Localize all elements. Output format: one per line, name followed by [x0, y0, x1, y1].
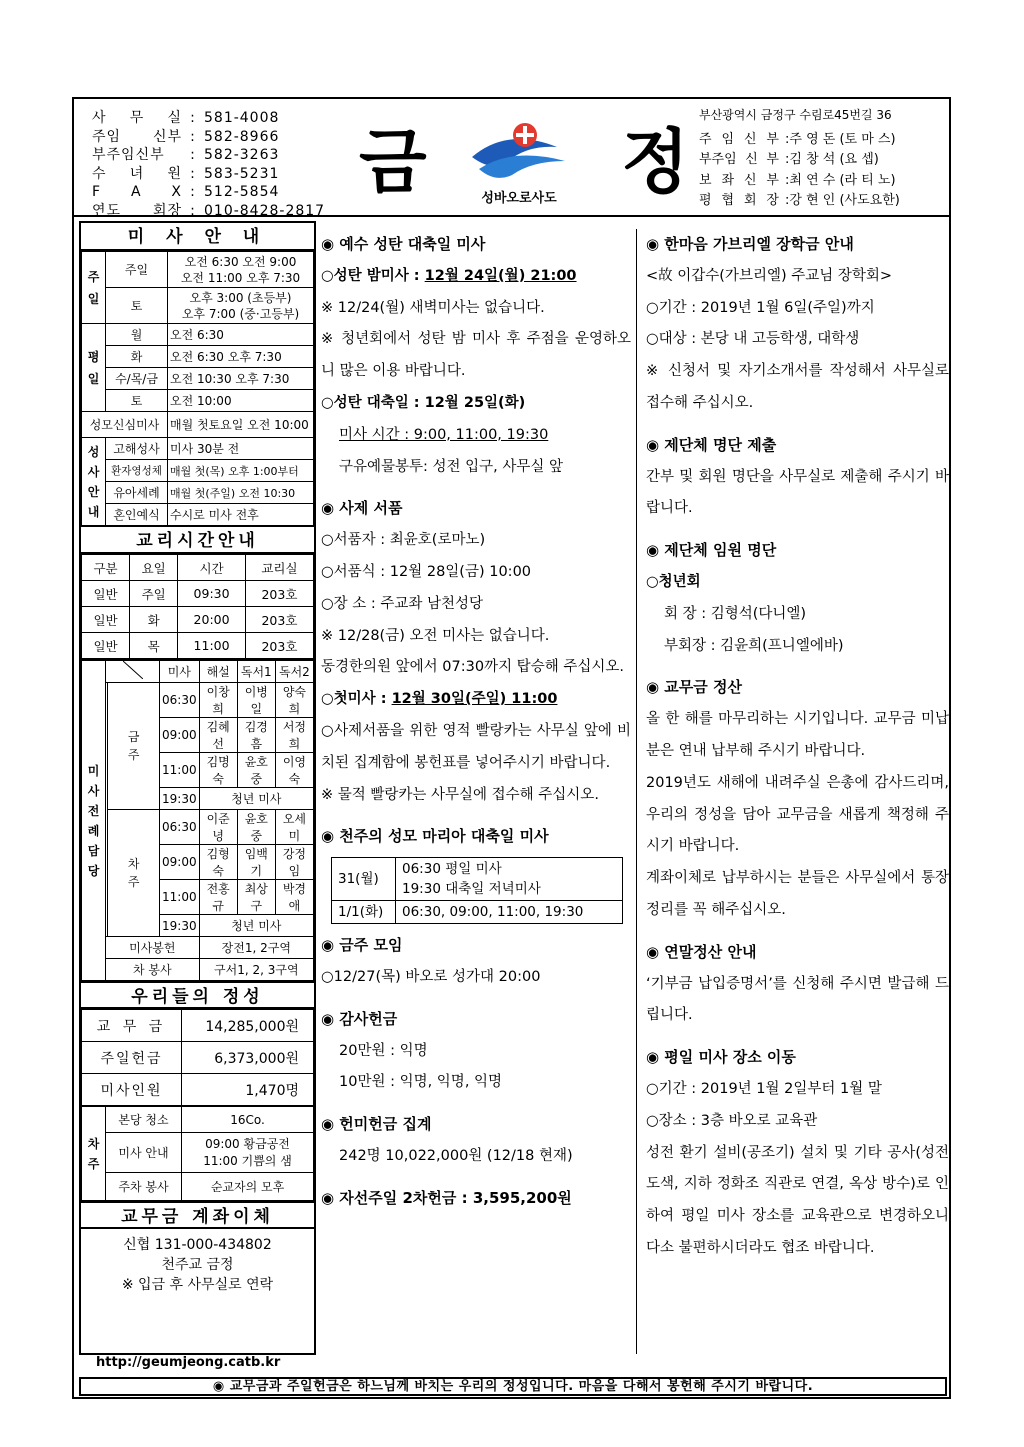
colon: : — [785, 131, 790, 147]
text: ‘기부금 납입증명서’를 신청해 주시면 발급해 드립니다. — [646, 975, 949, 1024]
paragraph — [321, 525, 631, 557]
contact-row — [92, 128, 325, 147]
table-row: 주일헌금 6,373,000원 — [82, 1042, 314, 1074]
sacrament-info: 매월 첫(목) 오후 1:00부터 — [168, 460, 314, 482]
col-header: 구분 — [82, 555, 130, 581]
text: 10만원 : 익명, 익명, 익명 — [339, 1074, 503, 1091]
text: ○12/27(목) 바오로 성가대 20:00 — [321, 968, 541, 985]
paragraph — [646, 863, 949, 927]
time-line: 19:30 대축일 저녁미사 — [402, 881, 541, 898]
text: 계좌이체로 납부하시는 분들은 사무실에서 통장 정리를 꼭 해주십시오. — [646, 870, 949, 918]
text: ○첫미사 : — [321, 691, 392, 708]
text: ○성탄 대축일 : 12월 25일(화) — [321, 394, 526, 411]
sunday-group: 주일 — [82, 252, 106, 324]
paragraph — [646, 599, 949, 631]
section-heading — [321, 930, 631, 962]
mass-time: 오전 10:30 오후 7:30 — [168, 368, 314, 390]
day-label: 화 — [106, 346, 168, 368]
day-label: 토 — [106, 390, 168, 412]
time-cell — [396, 858, 623, 901]
text: 부회장 : 김윤희(프니엘에바) — [664, 637, 844, 654]
text: 2019년도 새해에 내려주실 은총에 감사드리며, 우리의 정성을 담아 교무금을 새롭게 책정해 주시기 바랍니다. — [646, 774, 949, 855]
diagonal-cell — [106, 660, 160, 683]
text: ◉ 연말정산 안내 — [646, 942, 757, 961]
time-line: 06:30 평일 미사 — [402, 861, 502, 878]
text: 동경한의원 앞에서 07:30까지 탑승해 주십시오. — [321, 659, 624, 676]
paragraph — [646, 261, 949, 293]
text: ◉ 사제 서품 — [321, 499, 403, 518]
contact-number: 010-8428-2817 — [204, 202, 326, 219]
text: ○서품자 : 최윤호(로마노) — [321, 532, 486, 549]
contact-label: 사 무 실 — [92, 110, 182, 126]
account-info: 신협 131-000-434802 천주교 금정 ※ 입금 후 사무실로 연락 — [121, 1237, 274, 1293]
paragraph — [321, 420, 631, 452]
paragraph — [646, 1074, 949, 1106]
staff-name: 강 현 인 (사도요한) — [789, 193, 900, 208]
contact-label: 연도 회장 — [92, 202, 182, 219]
colon: : — [190, 147, 196, 164]
paragraph — [321, 780, 631, 812]
section-heading — [646, 937, 949, 969]
mass-time: 오전 6:30 — [168, 324, 314, 346]
staff-role: 보 좌 신 부 — [699, 172, 779, 188]
masthead — [359, 117, 689, 212]
contact-row — [92, 109, 325, 128]
service-label: 미사봉헌 — [106, 937, 200, 959]
contact-row — [92, 165, 325, 184]
text: 회 장 : 김형석(다니엘) — [664, 605, 807, 622]
paragraph — [321, 1067, 631, 1099]
text: 20만원 : 익명 — [339, 1042, 428, 1059]
text: ◉ 금주 모임 — [321, 936, 403, 955]
sacrament-label: 유아세례 — [106, 482, 168, 504]
paragraph — [321, 621, 631, 653]
contact-number: 582-8966 — [204, 128, 280, 145]
paragraph — [646, 324, 949, 356]
table-row: 미사인원 1,470명 — [82, 1074, 314, 1106]
col-header: 시간 — [178, 555, 246, 581]
next-week-group: 차 주 — [82, 1107, 106, 1201]
colon: : — [190, 110, 196, 126]
paragraph — [646, 768, 949, 863]
sacrament-info: 매월 첫(주일) 오전 10:30 — [168, 482, 314, 504]
paragraph — [646, 704, 949, 768]
contact-row — [92, 146, 325, 165]
account-title: 교무금 계좌이체 — [81, 1201, 314, 1229]
text: ○서품식 : 12월 28일(금) 10:00 — [321, 563, 532, 580]
spacer — [646, 525, 949, 535]
parish-logo-icon — [467, 117, 572, 187]
table-row: 일반 주일 09:30 203호 — [82, 581, 314, 607]
text: ◉ 예수 성탄 대축일 미사 — [321, 235, 486, 253]
left-column — [79, 221, 316, 1355]
section-heading — [321, 821, 631, 853]
staff-row — [699, 130, 900, 151]
col-header: 독서1 — [237, 660, 275, 683]
colon: : — [190, 128, 196, 145]
time-line: 06:30, 09:00, 11:00, 19:30 — [402, 904, 584, 921]
day-label: 월 — [106, 324, 168, 346]
paragraph — [646, 969, 949, 1033]
paragraph — [321, 324, 631, 388]
spacer — [321, 1099, 631, 1109]
mass-schedule-table — [81, 251, 314, 526]
paragraph — [646, 567, 949, 599]
col-header: 독서2 — [275, 660, 313, 683]
sacrament-label: 환자영성체 — [106, 460, 168, 482]
paragraph — [646, 462, 949, 526]
section-heading — [646, 672, 949, 704]
service-label: 차 봉사 — [106, 959, 200, 981]
contact-number: 582-3263 — [204, 147, 280, 164]
colon: : — [190, 202, 196, 219]
day-label: 주일 — [106, 252, 168, 288]
paragraph — [321, 684, 631, 716]
heart-mass-label: 성모신심미사 — [82, 412, 168, 438]
mass-time: 오전 10:00 — [168, 390, 314, 412]
contact-list — [92, 109, 325, 221]
paragraph — [646, 356, 949, 420]
staff-name: 주 영 돈 (토 마 스) — [789, 131, 896, 147]
next-week-label: 차 주 — [108, 810, 160, 937]
text: ◉ 한마음 가브리엘 장학금 안내 — [646, 235, 854, 253]
spacer — [646, 1032, 949, 1042]
text: ○청년회 — [646, 573, 701, 590]
text: ◉ 천주의 성모 마리아 대축일 미사 — [321, 827, 549, 846]
website-link[interactable]: http://geumjeong.catb.kr — [96, 1355, 281, 1370]
paragraph — [321, 716, 631, 780]
text: ○대상 : 본당 내 고등학생, 대학생 — [646, 331, 860, 348]
spacer — [646, 927, 949, 937]
text: ○사제서품을 위한 영적 빨랑카는 사무실 앞에 비치된 집계함에 봉헌표를 넣어주시기 바랍니다. — [321, 722, 631, 771]
contact-label: 주임 신부 — [92, 128, 182, 145]
paragraph — [321, 589, 631, 621]
staff-role: 부주임 신 부 — [699, 152, 779, 167]
staff-role: 평 협 회 장 — [699, 193, 779, 208]
sacrament-label: 고해성사 — [106, 438, 168, 460]
offering-table — [81, 1009, 314, 1106]
section-heading — [646, 535, 949, 567]
table-row: 교 무 금 14,285,000원 — [82, 1010, 314, 1042]
liturgy-duty-table: 미 사 전 례 담 당 미사 해설 독서1 독서2 금 주 06:30 이창희 이병일 양숙희 09:00 김혜선 김경흠 서정희 11:00 김명숙 윤호중 이영숙 19:30 청년 미사 차 주 06:30 이준녕 윤호중 오세미 09:00 김형숙 임백기 강정임 11:00 전홍규 최상구 박경애 19:30 청년 미사 미사봉헌 장전1, 2구역 차 봉사 구서1, 2, 3구역 — [81, 659, 314, 981]
text: 242명 10,022,000원 (12/18 현재) — [339, 1147, 573, 1164]
section-heading — [321, 1109, 631, 1141]
mass-time: 오전 11:00 오후 7:30 — [180, 270, 301, 285]
bulletin-page — [72, 97, 951, 1399]
text: 성전 환기 설비(공조기) 설치 및 기타 공사(성전 도색, 지하 정화조 직관로 연결, 옥상 방수)로 인하여 평일 미사 장소를 교육관으로 변경하오니 다소 불편하시더라도 협조 바랍니다. — [646, 1144, 949, 1256]
colon: : — [785, 152, 790, 167]
spacer — [646, 662, 949, 672]
section-heading — [321, 1004, 631, 1036]
text: ◉ 제단체 명단 제출 — [646, 435, 777, 454]
table-row — [332, 858, 623, 901]
mass-title: 미 사 안 내 — [81, 223, 314, 251]
mass-time: 오후 7:00 (중·고등부) — [181, 306, 300, 321]
mass-time: 오후 3:00 (초등부) — [189, 290, 292, 305]
text: ○성탄 밤미사 : — [321, 267, 425, 284]
col-header: 요일 — [130, 555, 178, 581]
paragraph — [321, 652, 631, 684]
feast-table — [331, 857, 623, 924]
colon: : — [190, 184, 196, 201]
mass-time: 오전 6:30 오전 9:00 — [184, 254, 297, 269]
offering-title: 우리들의 정성 — [81, 981, 314, 1009]
contact-number: 581-4008 — [204, 110, 280, 126]
colon: : — [190, 165, 196, 182]
heart-mass-time: 매월 첫토요일 오전 10:00 — [168, 412, 314, 438]
section-heading — [646, 430, 949, 462]
service-value: 장전1, 2구역 — [199, 937, 313, 959]
section-heading — [646, 229, 949, 261]
staff-row — [699, 150, 900, 171]
address: 부산광역시 금정구 수림로45번길 36 — [699, 108, 892, 122]
table-row: 일반 화 20:00 203호 — [82, 607, 314, 633]
text: ※ 물적 빨랑카는 사무실에 접수해 주십시오. — [321, 786, 599, 803]
staff-name: 김 창 석 (요 셉) — [789, 152, 879, 167]
spacer — [321, 811, 631, 821]
catechism-table — [81, 554, 314, 659]
weekday-group: 평일 — [82, 324, 106, 412]
section-heading — [646, 1042, 949, 1074]
this-week-label: 금 주 — [108, 683, 160, 810]
column-divider — [636, 229, 637, 1354]
underlined-text: 12월 24일(월) 21:00 — [424, 267, 577, 284]
paragraph — [646, 1106, 949, 1138]
text: ※ 12/24(월) 새벽미사는 없습니다. — [321, 299, 545, 316]
colon: : — [785, 172, 790, 188]
text: 올 한 해를 마무리하는 시기입니다. 교무금 미납분은 연내 납부해 주시기 바랍니다. — [646, 711, 949, 759]
text: ※ 청년회에서 성탄 밤 미사 후 주점을 운영하오니 많은 이용 바랍니다. — [321, 331, 631, 380]
contact-row — [92, 202, 325, 221]
paragraph — [646, 631, 949, 663]
subtitle: 성바오로사도 — [481, 191, 557, 206]
section-heading — [321, 229, 631, 261]
text: ◉ 감사헌금 — [321, 1009, 398, 1028]
news-column-1 — [321, 229, 631, 1215]
contact-number: 512-5854 — [204, 184, 280, 201]
title-right: 정 — [621, 121, 689, 203]
catechism-title: 교리시간안내 — [81, 526, 314, 554]
text: ○기간 : 2019년 1월 6일(주일)까지 — [646, 299, 875, 316]
staff-row — [699, 171, 900, 192]
service-value: 구서1, 2, 3구역 — [199, 959, 313, 981]
text: 미사 시간 : 9:00, 11:00, 19:30 — [339, 426, 549, 443]
col-header: 해설 — [199, 660, 237, 683]
staff-role: 주 임 신 부 — [699, 131, 779, 147]
paragraph — [321, 261, 631, 293]
time-cell — [396, 901, 623, 924]
next-week-table: 차 주 본당 청소 16Co. 미사 안내 09:00 황금공전 11:00 기쁨의 샘 주차 봉사 순교자의 모후 — [81, 1106, 314, 1201]
sacrament-info: 미사 30분 전 — [168, 438, 314, 460]
sacrament-group: 성 사 안 내 — [82, 438, 106, 526]
text: ◉ 자선주일 2차헌금 : 3,595,200원 — [321, 1188, 572, 1207]
sacrament-info: 수시로 미사 전후 — [168, 504, 314, 526]
col-header: 미사 — [160, 660, 200, 683]
footer-message: ◉ 교무금과 주일헌금은 하느님께 바치는 우리의 정성입니다. 마음을 다해서 봉헌해 주시기 바랍니다. — [79, 1377, 947, 1396]
text: ※ 신청서 및 자기소개서를 작성해서 사무실로 접수해 주십시오. — [646, 363, 949, 411]
paragraph — [646, 293, 949, 325]
spacer — [321, 994, 631, 1004]
staff-list — [699, 105, 900, 212]
paragraph — [321, 962, 631, 994]
text: 간부 및 회원 명단을 사무실로 제출해 주시기 바랍니다. — [646, 468, 949, 517]
contact-label: 부주임신부 — [92, 147, 165, 164]
colon: : — [785, 193, 790, 208]
day-label: 수/목/금 — [106, 368, 168, 390]
text: ◉ 평일 미사 장소 이동 — [646, 1048, 796, 1067]
sacrament-label: 혼인예식 — [106, 504, 168, 526]
text: <故 이갑수(가브리엘) 주교님 장학회> — [646, 267, 893, 284]
section-heading — [321, 1183, 631, 1215]
title-left: 금 — [359, 121, 427, 203]
header — [74, 99, 949, 217]
paragraph — [321, 1036, 631, 1068]
text: ○장소 : 3층 바오로 교육관 — [646, 1112, 818, 1129]
text: ◉ 제단체 임원 명단 — [646, 541, 777, 560]
paragraph — [321, 557, 631, 589]
paragraph — [321, 388, 631, 420]
duty-group: 미 사 전 례 담 당 — [82, 660, 106, 981]
paragraph — [321, 1141, 631, 1173]
contact-number: 583-5231 — [204, 165, 280, 182]
news-column-2 — [646, 229, 949, 1265]
text: ◉ 교무금 정산 — [646, 678, 742, 697]
section-heading — [321, 493, 631, 525]
paragraph — [646, 1138, 949, 1265]
contact-label: F A X — [92, 184, 182, 201]
staff-name: 최 연 수 (라 티 노) — [789, 172, 896, 188]
text: 구유예물봉투: 성전 입구, 사무실 앞 — [339, 458, 564, 475]
staff-row — [699, 191, 900, 212]
text: ◉ 헌미헌금 집계 — [321, 1115, 432, 1134]
text: ○장 소 : 주교좌 남천성당 — [321, 595, 484, 612]
date-cell: 1/1(화) — [332, 901, 396, 924]
text: ※ 12/28(금) 오전 미사는 없습니다. — [321, 627, 550, 644]
text: ○기간 : 2019년 1월 2일부터 1월 말 — [646, 1080, 882, 1097]
spacer — [321, 483, 631, 493]
spacer — [646, 420, 949, 430]
spacer — [321, 1173, 631, 1183]
mass-time: 오전 6:30 오후 7:30 — [168, 346, 314, 368]
underlined-text: 12월 30일(주일) 11:00 — [391, 691, 558, 708]
table-row: 일반 목 11:00 203호 — [82, 633, 314, 659]
paragraph — [321, 452, 631, 484]
contact-row — [92, 183, 325, 202]
table-row — [332, 901, 623, 924]
paragraph — [321, 293, 631, 325]
diagonal-line-icon — [123, 661, 143, 679]
col-header: 교리실 — [245, 555, 313, 581]
contact-label: 수 녀 원 — [92, 165, 182, 182]
date-cell: 31(월) — [332, 858, 396, 901]
day-label: 토 — [106, 288, 168, 324]
